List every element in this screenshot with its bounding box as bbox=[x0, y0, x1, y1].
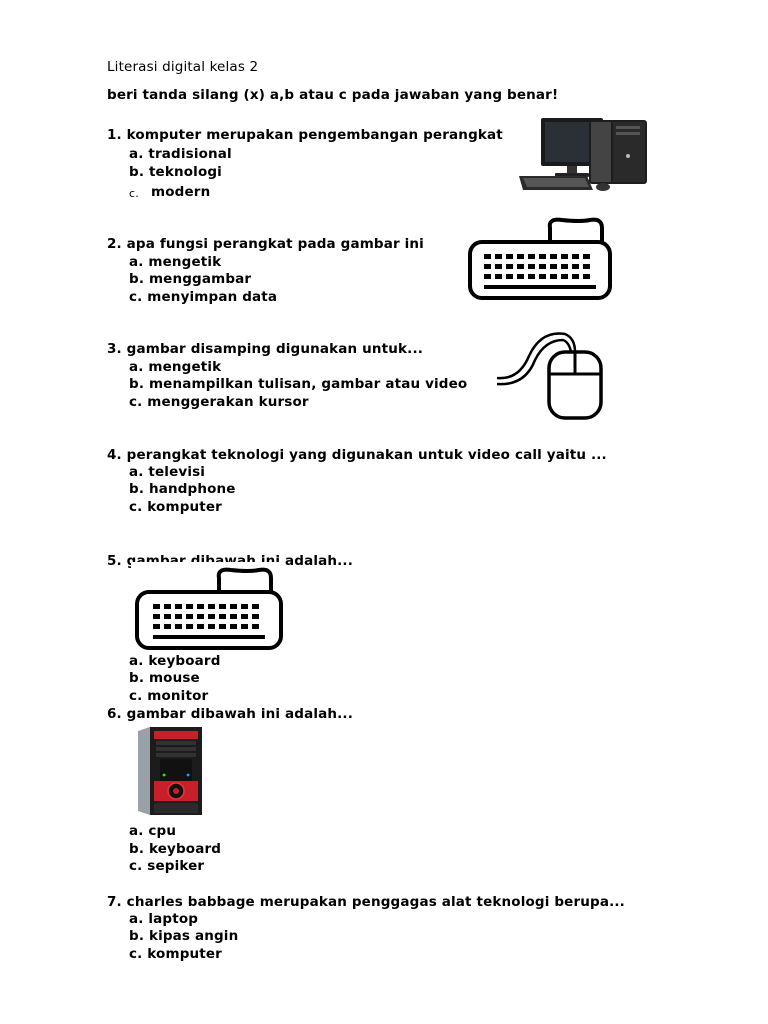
question-2-option-b[interactable]: b. menggambar bbox=[129, 271, 252, 287]
question-5-option-c[interactable]: c. monitor bbox=[129, 688, 209, 704]
question-1-option-c-letter: c. bbox=[129, 187, 139, 200]
question-3-option-b[interactable]: b. menampilkan tulisan, gambar atau video bbox=[129, 376, 468, 392]
mouse-image bbox=[489, 326, 607, 422]
question-1-option-b[interactable]: b. teknologi bbox=[129, 164, 222, 180]
cpu-image bbox=[134, 725, 204, 817]
question-7-option-a[interactable]: a. laptop bbox=[129, 911, 199, 927]
question-7-text: 7. charles babbage merupakan penggagas alat teknologi berupa... bbox=[107, 894, 625, 910]
question-4-option-a[interactable]: a. televisi bbox=[129, 464, 206, 480]
question-3-option-a[interactable]: a. mengetik bbox=[129, 359, 222, 375]
keyboard-image bbox=[462, 214, 616, 302]
question-1-option-c[interactable]: modern bbox=[151, 184, 211, 200]
question-3-text: 3. gambar disamping digunakan untuk... bbox=[107, 341, 423, 357]
question-7-option-b[interactable]: b. kipas angin bbox=[129, 928, 239, 944]
question-5-option-b[interactable]: b. mouse bbox=[129, 670, 200, 686]
question-2-option-a[interactable]: a. mengetik bbox=[129, 254, 222, 270]
question-3-option-c[interactable]: c. menggerakan kursor bbox=[129, 394, 309, 410]
question-1-option-a[interactable]: a. tradisional bbox=[129, 146, 232, 162]
question-6-text: 6. gambar dibawah ini adalah... bbox=[107, 706, 353, 722]
question-4-text: 4. perangkat teknologi yang digunakan untuk video call yaitu ... bbox=[107, 447, 607, 463]
document-title: Literasi digital kelas 2 bbox=[107, 59, 259, 75]
question-6-option-a[interactable]: a. cpu bbox=[129, 823, 177, 839]
question-5-text: 5. gambar dibawah ini adalah... bbox=[107, 553, 353, 569]
question-2-text: 2. apa fungsi perangkat pada gambar ini bbox=[107, 236, 424, 252]
question-4-option-b[interactable]: b. handphone bbox=[129, 481, 236, 497]
desktop-computer-image bbox=[517, 114, 651, 194]
keyboard-image bbox=[131, 562, 285, 652]
question-5-option-a[interactable]: a. keyboard bbox=[129, 653, 221, 669]
question-1-text: 1. komputer merupakan pengembangan perangkat bbox=[107, 127, 503, 143]
question-6-option-c[interactable]: c. sepiker bbox=[129, 858, 205, 874]
question-2-option-c[interactable]: c. menyimpan data bbox=[129, 289, 278, 305]
question-6-option-b[interactable]: b. keyboard bbox=[129, 841, 222, 857]
question-7-option-c[interactable]: c. komputer bbox=[129, 946, 222, 962]
question-4-option-c[interactable]: c. komputer bbox=[129, 499, 222, 515]
instruction-text: beri tanda silang (x) a,b atau c pada jawaban yang benar! bbox=[107, 87, 559, 103]
